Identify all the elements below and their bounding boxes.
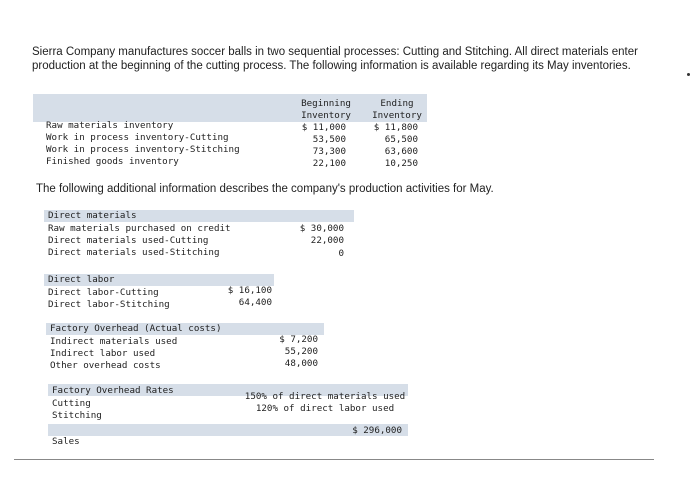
intro-paragraph: Sierra Company manufactures soccer balls in two sequential processes: Cutting and Stitching. All direct materials enter production at the beginning of the cutting process. The following information is available regarding its May inventories. [32, 46, 638, 72]
bottom-divider [14, 459, 654, 460]
additional-info-text: The following additional information describes the company's production activities for May. [36, 183, 494, 195]
inventory-row-beginning: 22,100 [312, 158, 346, 169]
overhead-rates-row-value: 120% of direct labor used [255, 403, 395, 414]
factory-overhead-row-label: Other overhead costs [50, 360, 161, 371]
direct-materials-row-value: $ 30,000 [299, 223, 344, 234]
direct-labor-row-label: Direct labor-Cutting [48, 287, 159, 298]
inventory-row-ending: $ 11,800 [373, 122, 418, 133]
direct-materials-row-label: Direct materials used-Stitching [48, 247, 220, 258]
overhead-rates-row-value: 150% of direct materials used [244, 391, 406, 402]
factory-overhead-row-label: Indirect materials used [50, 336, 178, 347]
direct-materials-row-label: Raw materials purchased on credit [48, 223, 231, 234]
inventory-row-ending: 10,250 [384, 158, 418, 169]
factory-overhead-row-value: $ 7,200 [279, 334, 318, 345]
inventory-row-label: Work in process inventory-Stitching [46, 144, 240, 155]
inventory-row-beginning: 53,500 [312, 134, 346, 145]
direct-labor-row-label: Direct labor-Stitching [48, 299, 170, 310]
direct-materials-heading: Direct materials [48, 210, 137, 221]
inventory-row-beginning: $ 11,000 [301, 122, 346, 133]
stray-dot [687, 73, 690, 76]
inventory-row-label: Raw materials inventory [46, 120, 174, 131]
sales-label: Sales [52, 436, 80, 447]
factory-overhead-row-value: 55,200 [284, 346, 318, 357]
direct-labor-row-value: $ 16,100 [227, 285, 272, 296]
direct-materials-row-value: 0 [338, 248, 344, 259]
factory-overhead-row-label: Indirect labor used [50, 348, 156, 359]
inventory-row-label: Work in process inventory-Cutting [46, 132, 229, 143]
factory-overhead-row-value: 48,000 [284, 358, 318, 369]
direct-labor-heading: Direct labor [48, 274, 115, 285]
factory-overhead-heading: Factory Overhead (Actual costs) [50, 323, 222, 334]
inventory-row-ending: 63,600 [384, 146, 418, 157]
inventory-row-ending: 65,500 [384, 134, 418, 145]
inventory-row-label: Finished goods inventory [46, 156, 179, 167]
direct-labor-row-value: 64,400 [238, 297, 272, 308]
inventory-col-ending: Ending Inventory [372, 98, 422, 121]
sales-value: $ 296,000 [352, 425, 402, 436]
overhead-rates-heading: Factory Overhead Rates [52, 385, 174, 396]
direct-materials-row-value: 22,000 [310, 235, 344, 246]
inventory-row-beginning: 73,300 [312, 146, 346, 157]
overhead-rates-row-label: Cutting [52, 398, 91, 409]
overhead-rates-row-label: Stitching [52, 410, 102, 421]
direct-materials-row-label: Direct materials used-Cutting [48, 235, 209, 246]
inventory-col-beginning: Beginning Inventory [301, 98, 351, 121]
